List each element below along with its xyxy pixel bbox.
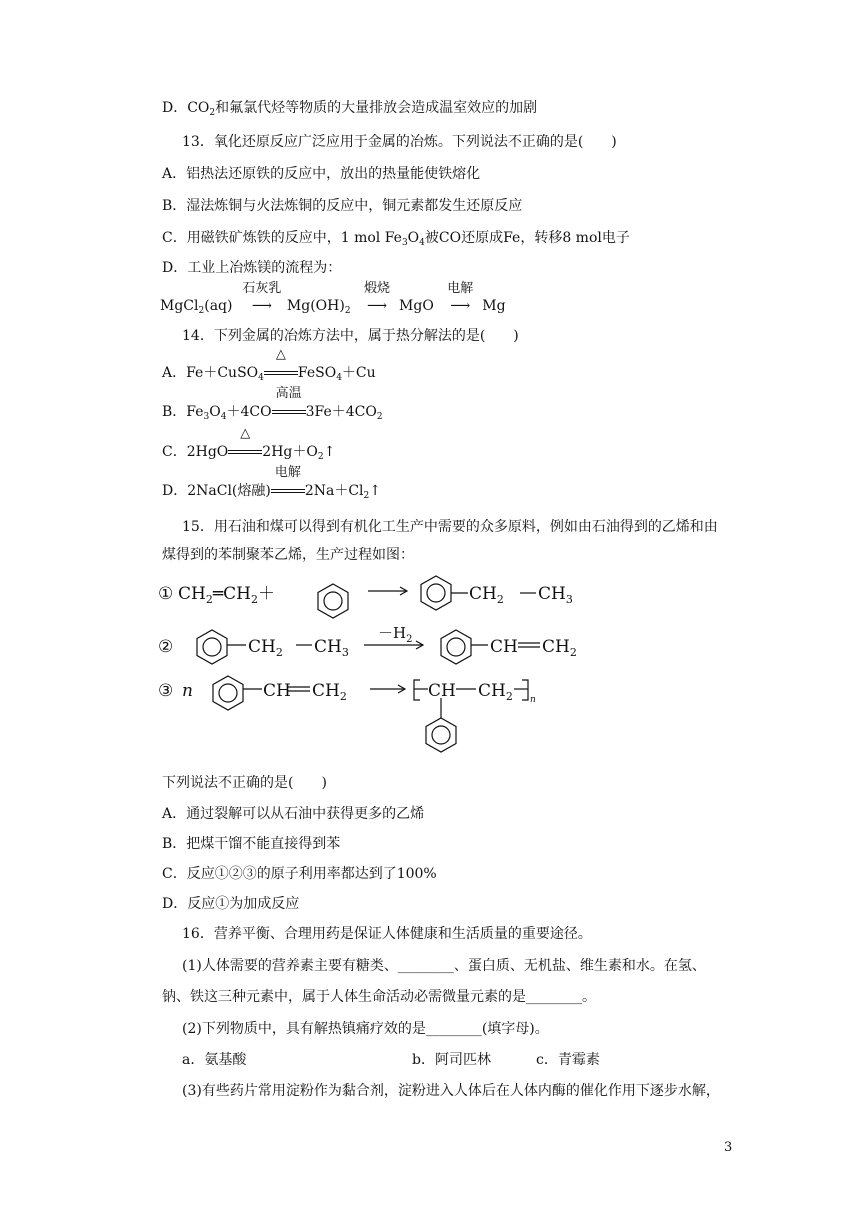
svg-text:CH2: $CH_2$ [478,681,513,703]
q15-option-c: C．反应①②③的原子利用率都达到了100% [162,866,437,882]
benzene-ring-1 [318,584,348,618]
q16-option-b: b．阿司匹林 [412,1052,491,1068]
svg-text:CH: CH [490,637,518,657]
mg-flow: MgCl$_2$(aq) 石灰乳 ⟶ $Mg(OH)_2$ 煅烧 ⟶ MgO 电解 ⟶ Mg [160,281,506,316]
benzene-ring-3 [197,630,227,664]
r1-num: ① [158,584,174,604]
q15-option-b: B．把煤干馏不能直接得到苯 [162,836,341,852]
option-d-co2: D．$CO_2$和氟氯代烃等物质的大量排放会造成温室效应的加剧 [162,100,538,118]
question-15-line-2: 煤得到的苯制聚苯乙烯，生产过程如图： [162,547,414,563]
question-16: 16．营养平衡、合理用药是保证人体健康和生活质量的重要途径。 [182,926,592,942]
page-number: 3 [724,1140,733,1155]
benzene-ring-5 [213,676,243,710]
svg-text:CH2: $CH_2$ [469,584,504,606]
svg-text:n: n [182,681,193,701]
q16-option-a: a．氨基酸 [182,1052,247,1068]
q16-part-2: (2)下列物质中，具有解热镇痛疗效的是________(填字母)。 [182,1021,549,1037]
svg-text:CH2: $CH_2$ [312,681,347,703]
svg-text:CH2: $CH_2$ [542,637,577,659]
flow-arrow-1: 石灰乳 ⟶ [242,281,282,314]
svg-text:CH2: $CH_2$ [248,637,283,659]
q14-option-d: D．2NaCl(熔融) 电解 $2Na+Cl_2↑$ [162,465,382,501]
svg-text:CH: CH [428,681,456,701]
q16-option-c: c．青霉素 [536,1052,600,1068]
svg-text:CH2═CH2＋: $CH_2═CH_2+$ [178,584,275,606]
svg-text:CH: CH [263,681,291,701]
benzene-ring-2 [421,576,451,610]
q14-option-c: C．2HgO △ $2Hg+O_2↑$ [162,426,336,462]
svg-text:－H2: $-H_2$ [378,624,413,645]
q14-option-a: A．Fe＋CuSO$_4$ △ FeSO$_4$＋Cu [162,347,376,383]
reaction-scheme [156,568,596,768]
r2-num: ② [158,637,174,657]
q13-option-b: B．湿法炼铜与火法炼铜的反应中，铜元素都发生还原反应 [162,198,523,214]
svg-text:CH3: $CH_3$ [314,637,349,659]
question-14: 14．下列金属的冶炼方法中，属于热分解法的是( ) [182,328,519,344]
q14-option-b: B．$Fe_3O_4+4CO$ 高温 $3Fe+4CO_2$ [162,386,383,422]
q15-option-a: A．通过裂解可以从石油中获得更多的乙烯 [162,806,425,822]
flow-arrow-3: 电解 ⟶ [447,281,474,314]
benzene-ring-6 [426,718,456,752]
q16-part-1-line-1: (1)人体需要的营养素主要有糖类、________、蛋白质、无机盐、维生素和水。在氢、 [182,958,706,974]
question-15-line-1: 15．用石油和煤可以得到有机化工生产中需要的众多原料，例如由石油得到的乙烯和由 [182,519,718,535]
q16-part-1-line-2: 钠、铁这三种元素中，属于人体生命活动必需微量元素的是________。 [162,989,596,1005]
q15-question: 下列说法不正确的是( ) [162,775,327,791]
q13-option-a: A．铝热法还原铁的反应中，放出的热量能使铁熔化 [162,166,481,182]
q15-option-d: D．反应①为加成反应 [162,896,300,912]
benzene-ring-4 [441,630,471,664]
svg-text:n: n [530,695,536,705]
q13-option-c: C．用磁铁矿炼铁的反应中，1 mol $Fe_3O_4$被CO还原成Fe，转移8 mol电子 [162,230,630,248]
r3-num: ③ [158,681,174,701]
svg-text:CH3: $CH_3$ [538,584,573,606]
q13-option-d: D．工业上冶炼镁的流程为： [162,260,342,276]
flow-arrow-2: 煅烧 ⟶ [364,281,391,314]
question-13: 13．氧化还原反应广泛应用于金属的冶炼。下列说法不正确的是( ) [182,134,617,150]
q16-part-3: (3)有些药片常用淀粉作为黏合剂，淀粉进入人体后在人体内酶的催化作用下逐步水解， [182,1083,720,1099]
